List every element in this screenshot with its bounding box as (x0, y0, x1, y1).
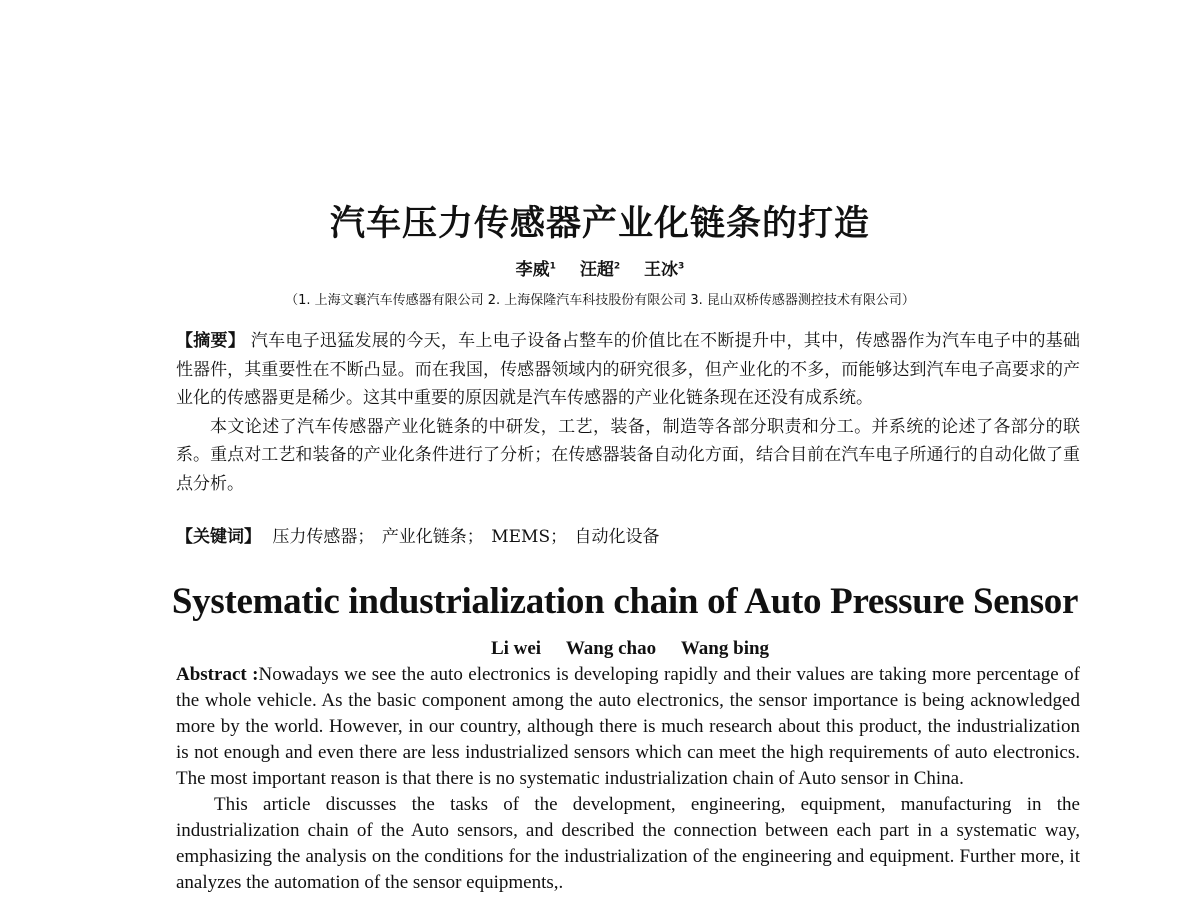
keyword: 自动化设备 (574, 527, 660, 547)
english-abstract-paragraph-1: Abstract :Nowadays we see the auto electronics is developing rapidly and their values are taking more percentage of the whole vehicle. As the basic component among the auto electronics, the sensor importance is being acknowledged more by the world. However, in our country, although there is much research about this product, the industrialization is not enough and even there are less industrialized sensors which can meet the high requirements of auto electronics. The most important reason is that there is no systematic industrialization chain of Auto sensor in China. (176, 664, 1081, 789)
keyword: 压力传感器； (272, 527, 375, 547)
keyword: 产业化链条； (381, 527, 484, 547)
english-title: Systematic industrialization chain of Auto Pressure Sensor (171, 581, 1079, 622)
chinese-title: 汽车压力传感器产业化链条的打造 (329, 204, 870, 244)
keywords-label: 【关键词】 (176, 527, 261, 547)
chinese-authors (0, 255, 1200, 280)
english-author-2: Wang chao (565, 638, 657, 659)
english-authors (0, 638, 1200, 660)
author-1: 李威$^1$ (515, 260, 556, 280)
author-3: 王冰$^3$ (644, 260, 685, 280)
english-author-1: Li wei (490, 638, 542, 659)
chinese-abstract (176, 327, 1080, 498)
english-abstract (176, 662, 1080, 896)
keyword: MEMS； (491, 527, 568, 547)
chinese-affiliations: （1. 上海文襄汽车传感器有限公司 2. 上海保隆汽车科技股份有限公司 3. 昆山双桥传感器测控技术有限公司） (285, 293, 915, 308)
english-author-3: Wang bing (680, 638, 770, 659)
chinese-abstract-paragraph-1: 【摘要】 汽车电子迅猛发展的今天，车上电子设备占整车的价值比在不断提升中，其中，传感器作为汽车电子中的基础性器件，其重要性在不断凸显。而在我国，传感器领域内的研究很多，但产业化的不多，而能够达到汽车电子高要求的产业化的传感器更是稀少。这其中重要的原因就是汽车传感器的产业化链条现在还没有成系统。 (176, 331, 1081, 408)
chinese-abstract-paragraph-2: 本文论述了汽车传感器产业化链条的中研发，工艺，装备，制造等各部分职责和分工。并系统的论述了各部分的联系。重点对工艺和装备的产业化条件进行了分析；在传感器装备自动化方面，结合目前在汽车电子所通行的自动化做了重点分析。 (176, 416, 1080, 494)
chinese-keywords (176, 523, 1080, 552)
english-abstract-label: Abstract : (176, 664, 259, 685)
english-abstract-paragraph-2: This article discusses the tasks of the development, engineering, equipment, manufacturing in the industrialization chain of the Auto sensors, and described the connection between each part in a systematic way, emphasizing the analysis on the conditions for the industrialization of the engineering and equipment. Further more, it analyzes the automation of the sensor equipments,. (176, 794, 1080, 893)
author-2: 汪超$^2$ (579, 260, 621, 280)
chinese-abstract-label: 【摘要】 (176, 331, 246, 351)
